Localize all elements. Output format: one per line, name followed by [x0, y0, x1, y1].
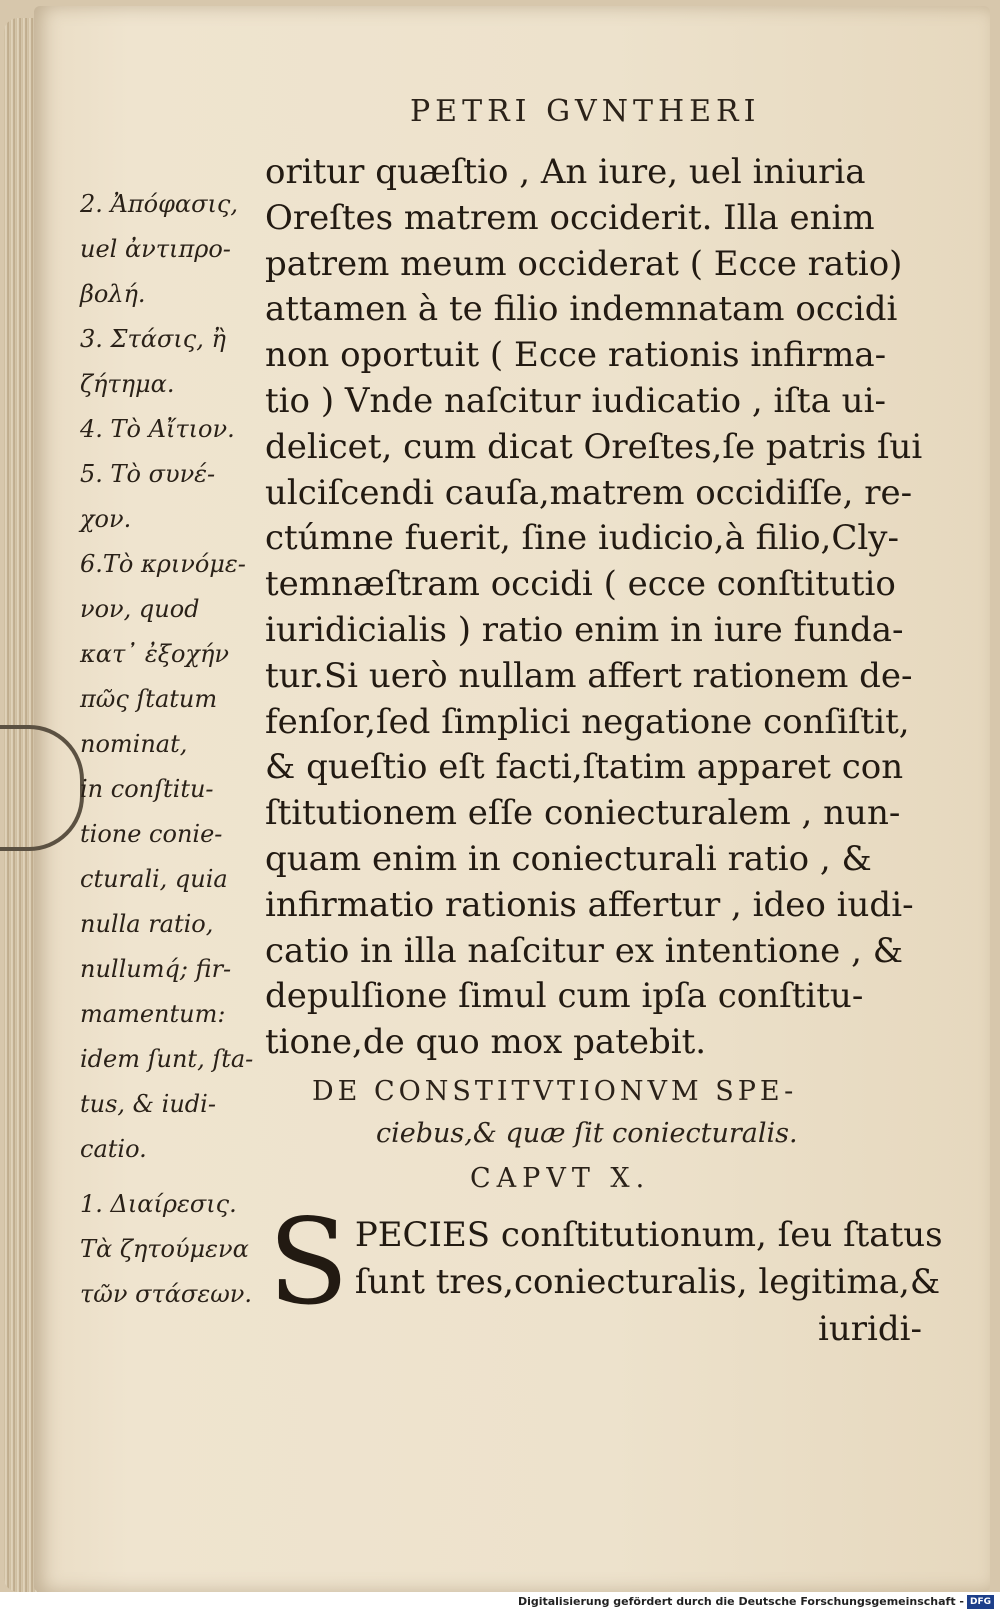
- margin-note-line: Τὰ ζητούμενα: [80, 1235, 249, 1263]
- text-line: catio in illa naſcitur ex intentione , &: [265, 930, 903, 971]
- margin-note-line: cturali, quia: [80, 865, 228, 893]
- margin-note-line: 3. Στάσις, ἢ: [80, 325, 226, 353]
- text-line: fenſor,ſed ſimplici negatione conſiſtit,: [265, 701, 910, 742]
- text-line: oritur quæſtio , An iure, uel iniuria: [265, 152, 866, 192]
- margin-note-line: νον, quod: [80, 595, 200, 623]
- text-line: depulſione ſimul cum ipſa conſtitu-: [265, 976, 864, 1017]
- margin-note-line: uel ἀντιπρο-: [80, 235, 231, 263]
- margin-note-line: tus, & iudi-: [80, 1090, 216, 1118]
- text-line: infirmatio rationis affertur , ideo iudi-: [265, 884, 914, 925]
- margin-note-line: nullumq́; fir-: [80, 955, 232, 983]
- text-line: ulciſcendi cauſa,matrem occidiſſe, re-: [265, 472, 913, 513]
- text-line: patrem meum occiderat ( Ecce ratio): [265, 243, 903, 284]
- margin-note-line: πῶς ſtatum: [80, 685, 218, 713]
- margin-note-line: τῶν στάσεων.: [80, 1280, 252, 1308]
- chapter-label: CAPVT X.: [470, 1163, 651, 1194]
- margin-note-line: 2. Ἀπόφασις,: [80, 190, 238, 218]
- text-line: ctúmne fuerit, ſine iudicio,à filio,Cly-: [265, 518, 899, 559]
- text-line: iuridicialis ) ratio enim in iure funda-: [265, 609, 904, 650]
- drop-cap: S: [268, 1193, 349, 1331]
- section-heading-subline: ciebus,& quæ ſit coniecturalis.: [376, 1118, 798, 1149]
- text-line: & queſtio eſt facti,ſtatim apparet con: [265, 747, 904, 788]
- footer-credit-text: Digitalisierung gefördert durch die Deutsche Forschungsgemeinschaft -: [517, 1595, 964, 1608]
- margin-note-line: 5. Τὸ συνέ-: [80, 460, 216, 488]
- chapter-text-block: [268, 1193, 943, 1353]
- text-line: quam enim in coniecturali ratio , &: [265, 838, 872, 879]
- text-line: delicet, cum dicat Oreſtes,ſe patris ſui: [265, 426, 923, 467]
- margin-note-line: ζήτημα.: [80, 370, 175, 398]
- margin-note-line: tione conie-: [80, 820, 223, 848]
- text-line: tione,de quo mox patebit.: [265, 1022, 707, 1063]
- margin-note-line: nulla ratio,: [80, 910, 214, 938]
- margin-note-line: 1. Διαίρεσις.: [80, 1190, 237, 1218]
- margin-note-line: βολή.: [80, 280, 146, 308]
- margin-note-line: catio.: [80, 1135, 147, 1163]
- margin-note-line: idem ſunt, ſta-: [80, 1045, 254, 1073]
- margin-note-line: in conſtitu-: [80, 775, 214, 803]
- main-text-block: [265, 150, 925, 1066]
- text-line: non oportuit ( Ecce rationis infirma-: [265, 335, 887, 376]
- margin-note-line: 6.Τὸ κρινόμε-: [80, 550, 246, 578]
- text-line: Oreſtes matrem occiderit. Illa enim: [265, 197, 875, 238]
- margin-note-line: nominat,: [80, 730, 188, 758]
- section-heading: DE CONSTITVTIONVM SPE-: [312, 1076, 798, 1107]
- margin-note-line: χον.: [80, 505, 132, 533]
- text-line: temnæſtram occidi ( ecce conſtitutio: [265, 564, 896, 605]
- digitization-footer: [0, 1592, 1000, 1613]
- text-line: tio ) Vnde naſcitur iudicatio , iſta ui-: [265, 380, 886, 421]
- text-line: ſtitutionem eſſe coniecturalem , nun-: [265, 793, 901, 834]
- margin-note-line: 4. Τὸ Αἴτιον.: [80, 415, 235, 443]
- text-line: attamen à te filio indemnatam occidi: [265, 289, 898, 330]
- margin-note-line: κατ᾽ ἐξοχήν: [80, 640, 229, 668]
- margin-note-line: mamentum:: [80, 1000, 226, 1028]
- margin-notes-chapter: [80, 1182, 252, 1317]
- chapter-text-line: ſunt tres,coniecturalis, legitima,&: [354, 1262, 941, 1302]
- chapter-text-line: iuridi-: [817, 1309, 922, 1349]
- margin-notes: [80, 182, 265, 1172]
- text-line: tur.Si uerò nullam affert rationem de-: [265, 655, 913, 696]
- dfg-logo: DFG: [967, 1595, 994, 1609]
- running-head: PETRI GVNTHERI: [410, 94, 761, 129]
- chapter-text-line: PECIES conſtitutionum, ſeu ſtatus: [354, 1215, 943, 1255]
